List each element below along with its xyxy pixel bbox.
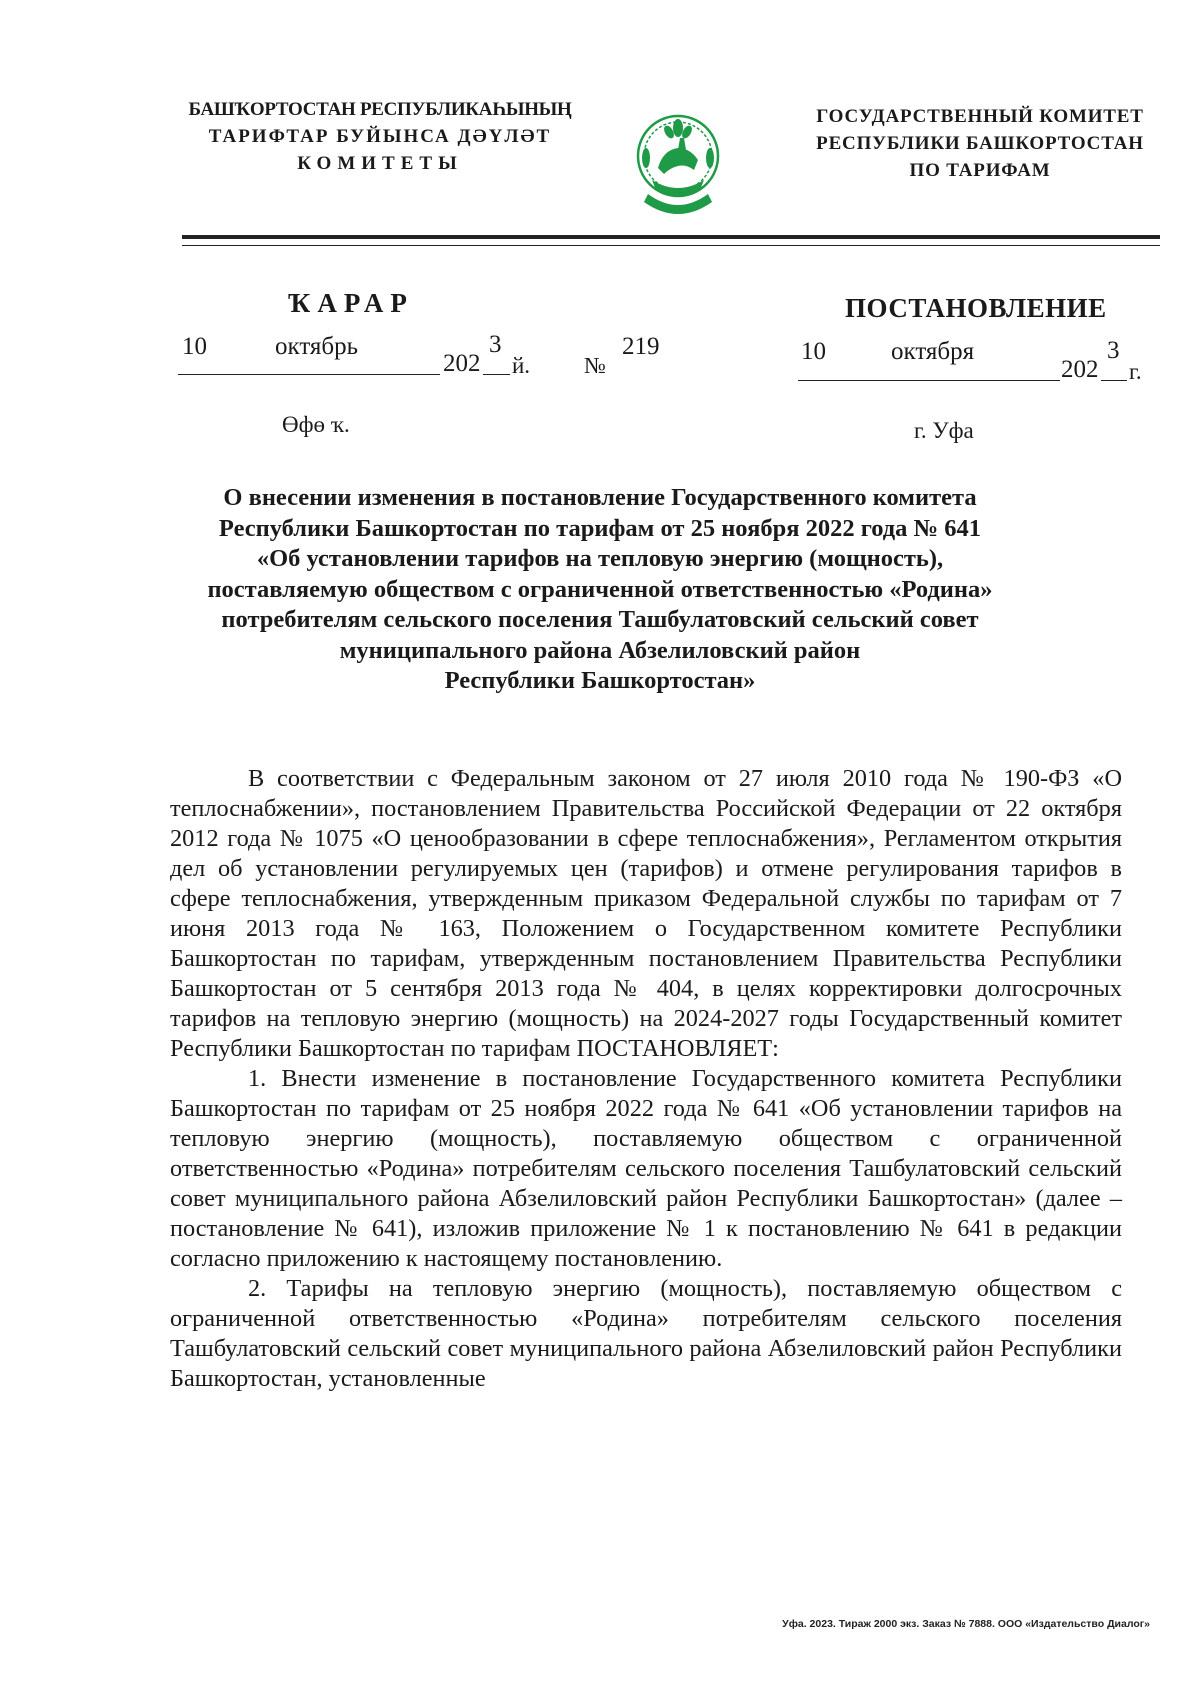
heading-line: поставляемую обществом с ограниченной ответственностью «Родина» [207, 575, 993, 603]
right-date-underline [798, 380, 1060, 381]
heading-line: Республики Башкортостан по тарифам от 25 ноября 2022 года № 641 [218, 514, 982, 542]
right-date-year-underline [1101, 380, 1127, 381]
body-paragraph-item-1: 1. Внести изменение в постановление Государственного комитета Республики Башкортостан по тарифам от 25 ноября 2022 года № 641 «Об установлении тарифов на тепловую энергию (мощность), поставляемую обществом с ограниченной ответственностью «Родина» потребителям сельского поселения Ташбулатовский сельский совет муниципального района Абзелиловский район Республики Башкортостан» (далее – постановление № 641), изложив приложение № 1 к постановлению № 641 в редакции согласно приложению к настоящему постановлению. [170, 1065, 1122, 1272]
body-paragraph-item-2: 2. Тарифы на тепловую энергию (мощность), поставляемую обществом с ограниченной ответственностью «Родина» потребителям сельского поселения Ташбулатовский сельский совет муниципального района Абзелиловский район Республики Башкортостан, установленные [170, 1275, 1122, 1392]
left-date-month: октябрь [275, 333, 359, 360]
heading-line: муниципального района Абзелиловский район [339, 636, 861, 664]
left-date-year-suffix: й. [512, 353, 531, 378]
postanovlenie-title: ПОСТАНОВЛЕНИЕ [845, 293, 1107, 323]
header-right-line: РЕСПУБЛИКИ БАШКОРТОСТАН [816, 133, 1144, 154]
body-paragraph-preamble: В соответствии с Федеральным законом от 27 июля 2010 года № 190-ФЗ «О теплоснабжении», постановлением Правительства Российской Федерации от 22 октября 2012 года № 1075 «О ценообразовании в сфере теплоснабжения», Регламентом открытия дел об установлении регулируемых цен (тарифов) и отмене регулирования тарифов в сфере теплоснабжения, утвержденным приказом Федеральной службы по тарифам от 7 июня 2013 года № 163, Положением о Государственном комитете Республики Башкортостан по тарифам, утвержденным постановлением Правительства Республики Башкортостан от 5 сентября 2013 года № 404, в целях корректировки долгосрочных тарифов на тепловую энергию (мощность) на 2024-2027 годы Государственный комитет Республики Башкортостан по тарифам ПОСТАНОВЛЯЕТ: [170, 765, 1122, 1062]
document-heading [150, 483, 1050, 697]
heading-line: Республики Башкортостан» [444, 667, 756, 694]
left-city: Өфө ҡ. [282, 412, 350, 437]
document-body [170, 764, 1122, 1394]
heading-line: О внесении изменения в постановление Государственного комитета [223, 484, 977, 511]
print-footer: Уфа. 2023. Тираж 2000 экз. Заказ № 7888. ООО «Издательство Диалог» [782, 1618, 1150, 1630]
header-left-line: БАШҠОРТОСТАН РЕСПУБЛИКАҺЫНЫҢ [188, 99, 572, 120]
header-divider-thin [182, 245, 1160, 246]
right-date-year-prefix: 202 [1061, 356, 1099, 383]
header-right-line: ПО ТАРИФАМ [909, 160, 1051, 181]
coat-of-arms-emblem [628, 98, 728, 228]
left-date-underline [178, 374, 440, 375]
left-date-year-underline [483, 374, 510, 375]
right-date-year-suffix: г. [1129, 359, 1142, 384]
right-date-year-digit: 3 [1107, 337, 1120, 364]
heading-line: потребителям сельского поселения Ташбулатовский сельский совет [221, 606, 979, 633]
header-right-block [790, 103, 1170, 184]
left-date-year-prefix: 202 [443, 350, 481, 377]
right-date-month: октября [891, 338, 975, 365]
right-city: г. Уфа [914, 418, 974, 443]
header-right-line: ГОСУДАРСТВЕННЫЙ КОМИТЕТ [816, 106, 1144, 127]
left-date-year-digit: 3 [489, 331, 502, 358]
left-date-day: 10 [182, 333, 207, 360]
right-date-day: 10 [801, 338, 826, 365]
karar-title: ҠАРАР [288, 288, 414, 318]
heading-line: «Об установлении тарифов на тепловую энергию (мощность), [256, 545, 944, 572]
document-number-sign: № [584, 353, 606, 378]
header-left-line: ТАРИФТАР БУЙЫНСА ДӘҮЛӘТ [208, 126, 552, 147]
header-left-line: КОМИТЕТЫ [297, 153, 463, 174]
header-divider-thick [182, 235, 1160, 239]
header-left-block [170, 96, 590, 177]
document-number-value: 219 [622, 333, 660, 360]
